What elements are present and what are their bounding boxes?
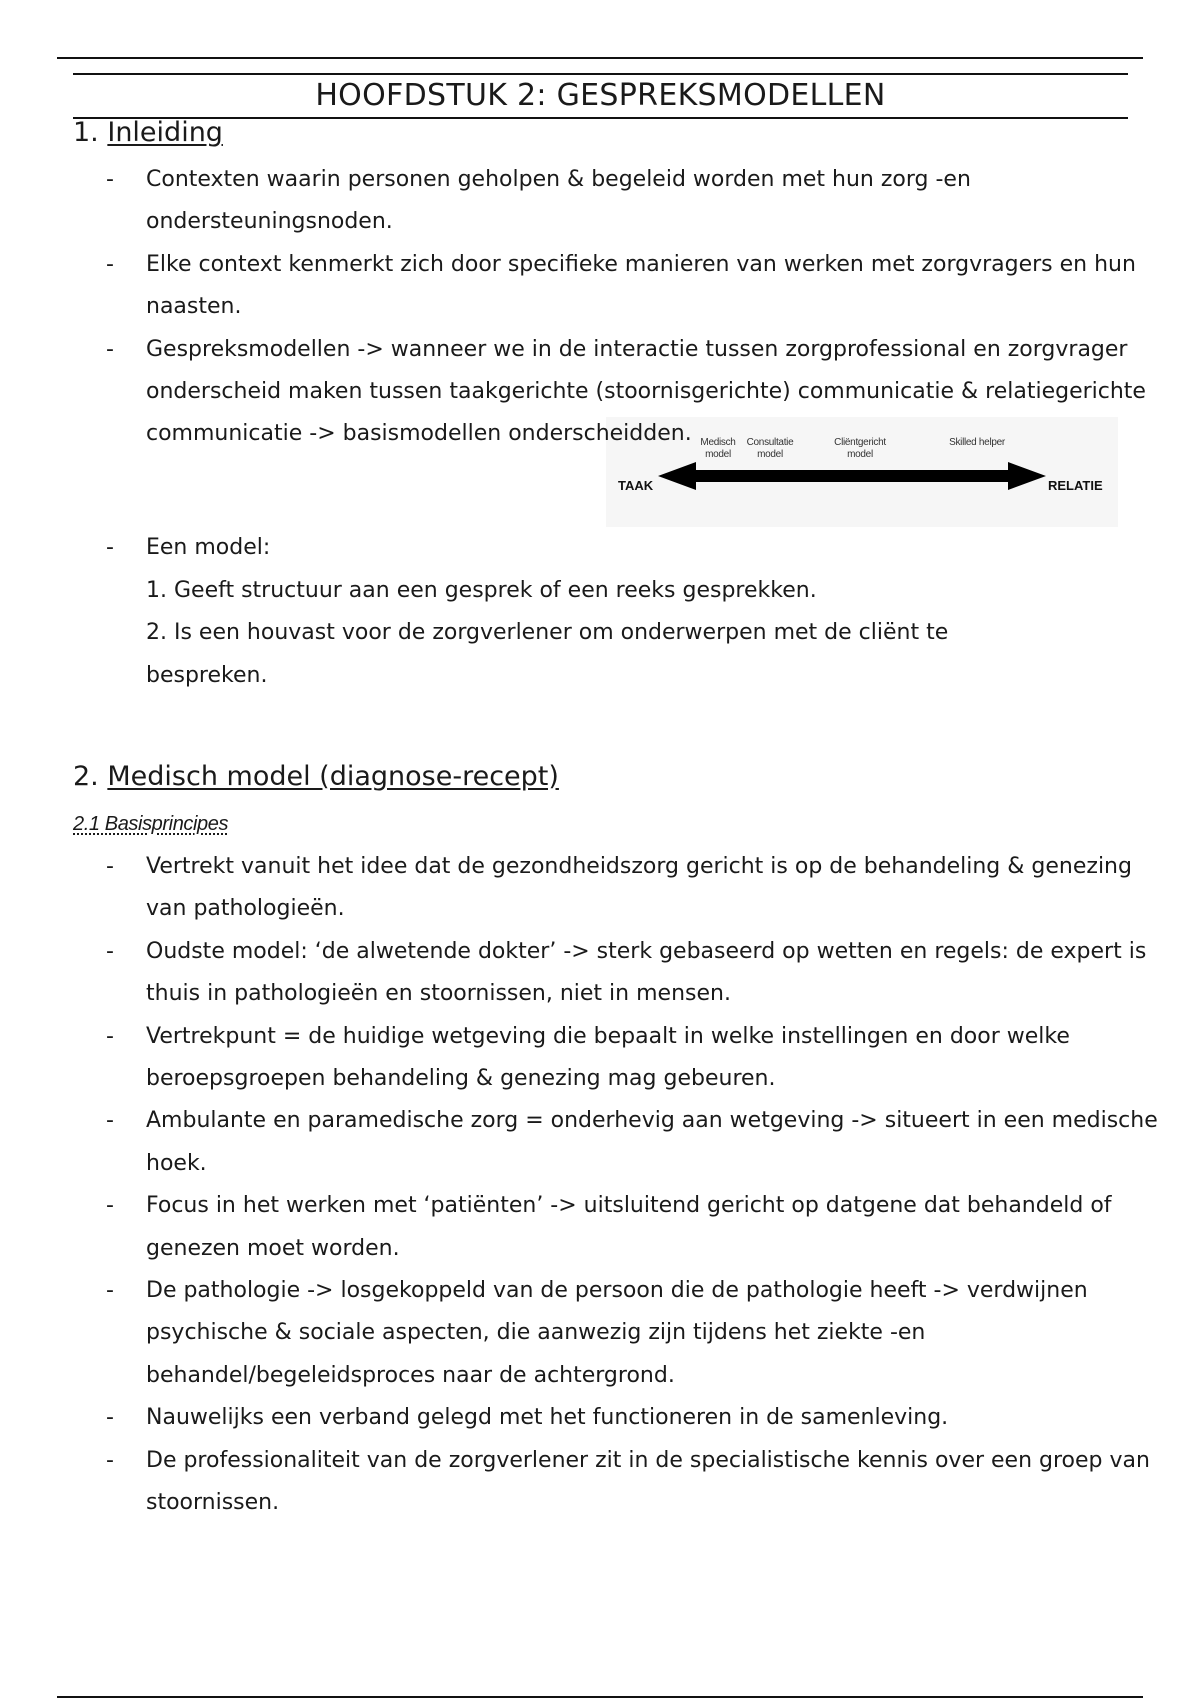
model-point: 1. Geeft structuur aan een gesprek of een reeks gesprekken.: [146, 577, 817, 603]
section-2-list: [0, 846, 1200, 1525]
section-1-title: Inleiding: [107, 117, 223, 148]
list-item-text: Gespreksmodellen -> wanneer we in de interactie tussen zorgprofessional en zorgvrager onderscheid maken tussen taakgerichte (stoornisgerichte) communicatie & relatiegerichte communicatie -> basismodellen onderscheidden.: [146, 336, 1146, 447]
section-1-heading: [73, 116, 223, 150]
diagram-label-medisch: Medisch model: [700, 437, 736, 461]
top-rule: [57, 57, 1143, 59]
list-item: [0, 1016, 1200, 1101]
list-dash: -: [106, 167, 114, 192]
list-item: [0, 1100, 1200, 1185]
diagram-label-relatie: RELATIE: [1048, 478, 1103, 494]
subsection-heading: 2.1 Basisprincipes: [73, 813, 229, 835]
list-item-text: Een model:: [146, 535, 271, 561]
section-1-number: 1.: [73, 117, 99, 148]
list-item: [0, 1185, 1200, 1270]
list-item-text: Ambulante en paramedische zorg = onderhevig aan wetgeving -> situeert in een medische hoek.: [146, 1108, 1158, 1176]
list-item: [0, 1270, 1200, 1397]
list-dash: -: [106, 1193, 114, 1219]
list-item-text: Vertrekpunt = de huidige wetgeving die bepaalt in welke instellingen en door welke beroepsgroepen behandeling & genezing mag gebeuren.: [146, 1023, 1070, 1092]
list-item: [0, 159, 1200, 244]
bottom-rule: [57, 1696, 1143, 1698]
list-item-text: Focus in het werken met ‘patiënten’ -> uitsluitend gericht op datgene dat behandeld of genezen moet worden.: [146, 1193, 1112, 1261]
list-item: [0, 1440, 1200, 1525]
diagram-label-taak: TAAK: [618, 478, 654, 494]
list-item-text: De pathologie -> losgekoppeld van de persoon die de pathologie heeft -> verdwijnen psychische & sociale aspecten, die aanwezig zijn tijdens het ziekte -en behandel/begeleidsproces naar de achtergrond.: [146, 1278, 1088, 1388]
list-dash: -: [106, 251, 114, 277]
section-2-number: 2.: [73, 761, 99, 792]
list-dash: -: [106, 1023, 114, 1049]
list-item: [0, 527, 1200, 569]
list-item: [0, 846, 1200, 931]
list-item-text: Oudste model: ‘de alwetende dokter’ -> sterk gebaseerd op wetten en regels: de expert is thuis in pathologieën en stoornissen, niet in mensen.: [146, 938, 1147, 1007]
list-item: [0, 244, 1200, 329]
model-point: 2. Is een houvast voor de zorgverlener om onderwerpen met de cliënt te bespreken.: [146, 620, 949, 688]
list-item-text: Vertrekt vanuit het idee dat de gezondheidszorg gericht is op de behandeling & genezing van pathologieën.: [146, 854, 1132, 922]
list-item-text: Contexten waarin personen geholpen & begeleid worden met hun zorg -en ondersteuningsnoden.: [146, 167, 971, 235]
section-1-list: [0, 159, 1200, 697]
list-item: [0, 931, 1200, 1016]
list-item-text: Elke context kenmerkt zich door specifieke manieren van werken met zorgvragers en hun naasten.: [146, 251, 1136, 320]
list-dash: -: [106, 1108, 114, 1134]
list-item-text: Nauwelijks een verband gelegd met het functioneren in de samenleving.: [146, 1405, 949, 1431]
section-2-title: Medisch model (diagnose-recept): [107, 761, 559, 792]
document-title: HOOFDSTUK 2: GESPREKSMODELLEN: [73, 73, 1128, 119]
list-item-text: De professionaliteit van de zorgverlener zit in de specialistische kennis over een groep van stoornissen.: [146, 1447, 1150, 1516]
list-dash: -: [106, 336, 114, 362]
list-item: [0, 1397, 1200, 1439]
list-item: [0, 329, 1200, 528]
diagram-label-consultatie: Consultatie model: [746, 437, 794, 461]
diagram-label-clientgericht: Cliëntgericht model: [834, 437, 886, 461]
section-2-heading: [73, 760, 559, 794]
list-dash: -: [106, 938, 114, 964]
list-dash: -: [106, 535, 114, 561]
list-dash: -: [106, 1447, 114, 1473]
list-dash: -: [106, 1405, 114, 1431]
diagram-label-skilled-helper: Skilled helper: [949, 437, 1005, 449]
list-dash: -: [106, 1278, 114, 1304]
list-dash: -: [106, 854, 114, 879]
